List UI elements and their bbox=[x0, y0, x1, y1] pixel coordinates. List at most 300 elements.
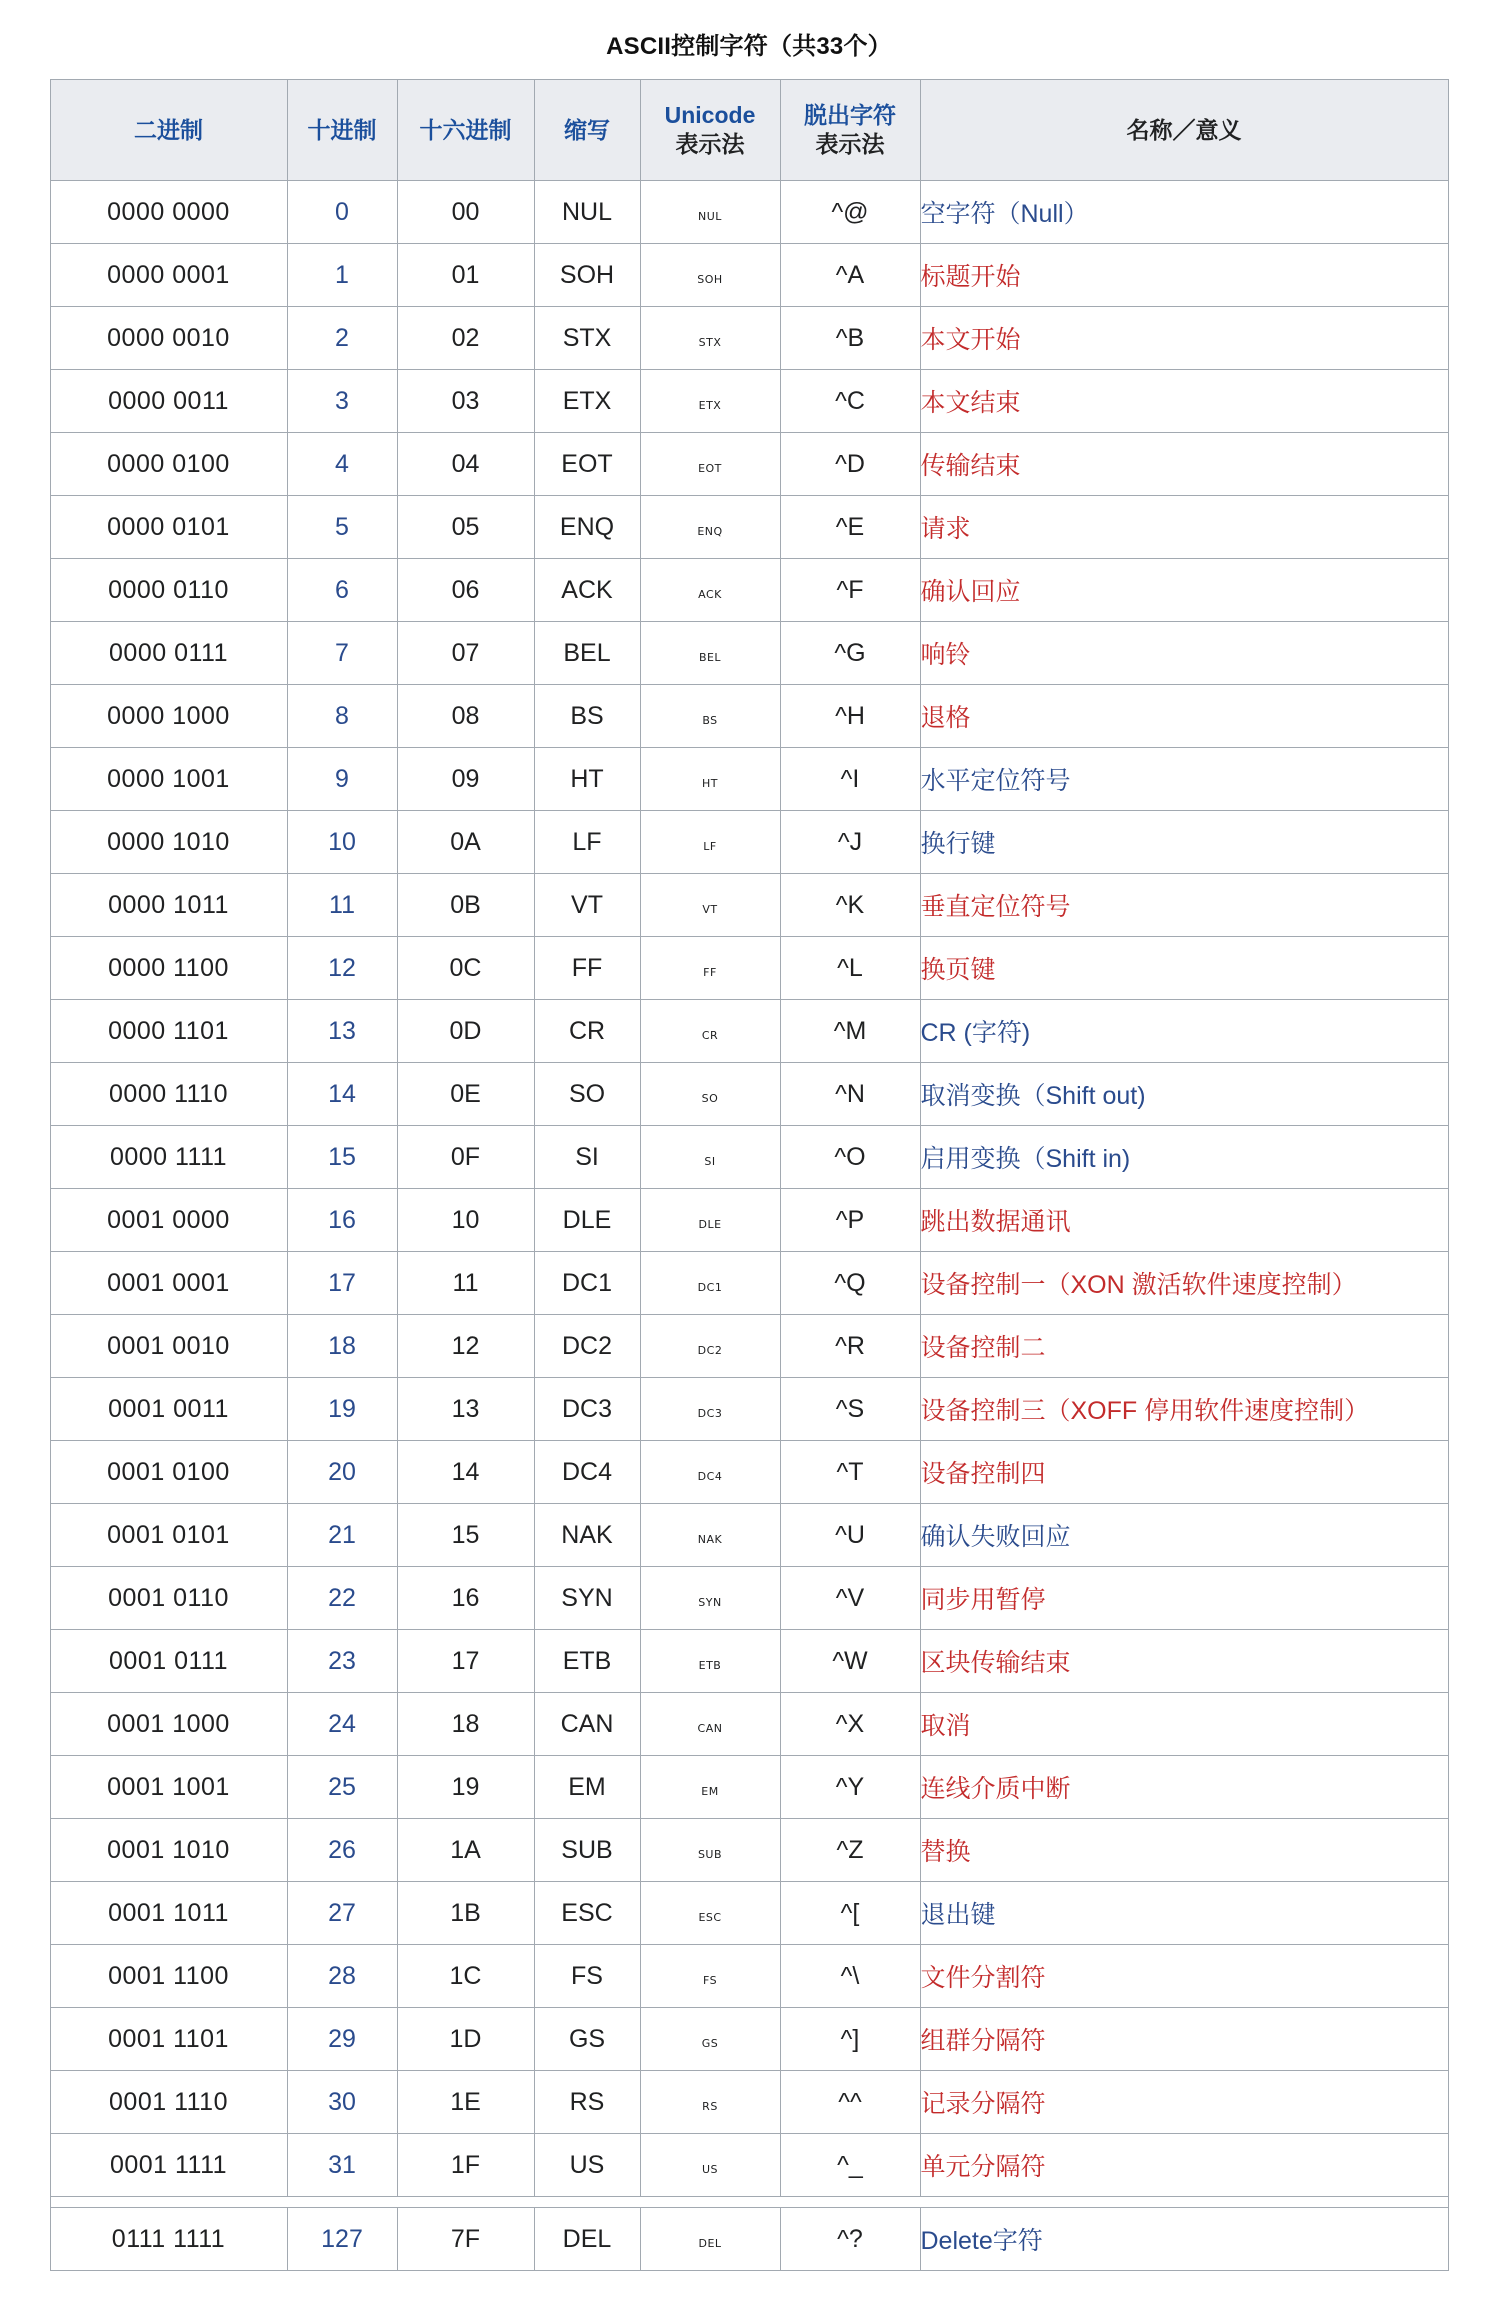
control-picture-glyph: RS bbox=[702, 2099, 718, 2113]
control-picture-glyph: EM bbox=[701, 1784, 719, 1798]
control-picture-glyph: HT bbox=[702, 776, 718, 790]
cell-hex: 15 bbox=[397, 1504, 534, 1567]
control-picture-glyph: NAK bbox=[697, 1532, 723, 1546]
cell-binary: 0001 0100 bbox=[50, 1441, 287, 1504]
cell-hex: 7F bbox=[397, 2208, 534, 2271]
cell-unicode bbox=[640, 307, 780, 370]
cell-hex: 09 bbox=[397, 748, 534, 811]
cell-hex: 0A bbox=[397, 811, 534, 874]
cell-decimal[interactable]: 27 bbox=[287, 1882, 397, 1945]
cell-meaning: 同步用暂停 bbox=[920, 1567, 1448, 1630]
cell-meaning: 记录分隔符 bbox=[920, 2071, 1448, 2134]
cell-escape: ^Q bbox=[780, 1252, 920, 1315]
cell-hex: 07 bbox=[397, 622, 534, 685]
cell-meaning: 确认失败回应 bbox=[920, 1504, 1448, 1567]
cell-escape: ^Y bbox=[780, 1756, 920, 1819]
cell-unicode bbox=[640, 1252, 780, 1315]
table-row bbox=[50, 2008, 1448, 2071]
control-picture-glyph: BEL bbox=[698, 650, 722, 664]
cell-meaning: 设备控制三（XOFF 停用软件速度控制） bbox=[920, 1378, 1448, 1441]
cell-escape: ^N bbox=[780, 1063, 920, 1126]
cell-binary: 0000 1010 bbox=[50, 811, 287, 874]
column-header-escape-line1: 脱出字符 bbox=[804, 102, 896, 129]
table-row bbox=[50, 622, 1448, 685]
cell-unicode bbox=[640, 1882, 780, 1945]
cell-abbr: EM bbox=[534, 1756, 640, 1819]
column-header-unicode bbox=[640, 80, 780, 181]
cell-decimal[interactable]: 127 bbox=[287, 2208, 397, 2271]
cell-hex: 19 bbox=[397, 1756, 534, 1819]
table-row bbox=[50, 1063, 1448, 1126]
cell-binary: 0001 0101 bbox=[50, 1504, 287, 1567]
cell-meaning: 组群分隔符 bbox=[920, 2008, 1448, 2071]
cell-unicode bbox=[640, 559, 780, 622]
cell-abbr: CR bbox=[534, 1000, 640, 1063]
control-picture-glyph: EOT bbox=[698, 461, 722, 475]
cell-binary: 0001 1110 bbox=[50, 2071, 287, 2134]
cell-meaning: 空字符（Null） bbox=[920, 181, 1448, 244]
table-spacer-row bbox=[50, 2197, 1448, 2208]
cell-escape: ^F bbox=[780, 559, 920, 622]
cell-unicode bbox=[640, 1189, 780, 1252]
table-row bbox=[50, 1693, 1448, 1756]
cell-escape: ^M bbox=[780, 1000, 920, 1063]
control-picture-glyph: SUB bbox=[697, 1847, 723, 1861]
cell-escape: ^] bbox=[780, 2008, 920, 2071]
table-row bbox=[50, 1315, 1448, 1378]
cell-escape: ^@ bbox=[780, 181, 920, 244]
cell-binary: 0000 0101 bbox=[50, 496, 287, 559]
table-row bbox=[50, 748, 1448, 811]
table-row bbox=[50, 811, 1448, 874]
cell-decimal[interactable]: 8 bbox=[287, 685, 397, 748]
cell-binary: 0001 0000 bbox=[50, 1189, 287, 1252]
cell-abbr: VT bbox=[534, 874, 640, 937]
cell-meaning: 确认回应 bbox=[920, 559, 1448, 622]
cell-escape: ^C bbox=[780, 370, 920, 433]
cell-abbr: ESC bbox=[534, 1882, 640, 1945]
cell-escape: ^^ bbox=[780, 2071, 920, 2134]
control-picture-glyph: DEL bbox=[698, 2236, 722, 2250]
cell-unicode bbox=[640, 1630, 780, 1693]
control-picture-glyph: ENQ bbox=[697, 524, 723, 538]
cell-unicode bbox=[640, 1441, 780, 1504]
control-picture-glyph: CR bbox=[701, 1028, 719, 1042]
cell-hex: 1A bbox=[397, 1819, 534, 1882]
cell-decimal[interactable]: 11 bbox=[287, 874, 397, 937]
cell-meaning: 设备控制四 bbox=[920, 1441, 1448, 1504]
cell-hex: 1F bbox=[397, 2134, 534, 2197]
table-row bbox=[50, 433, 1448, 496]
cell-abbr: EOT bbox=[534, 433, 640, 496]
cell-binary: 0001 0111 bbox=[50, 1630, 287, 1693]
cell-escape: ^_ bbox=[780, 2134, 920, 2197]
table-row bbox=[50, 1000, 1448, 1063]
cell-binary: 0000 0110 bbox=[50, 559, 287, 622]
cell-meaning: 取消 bbox=[920, 1693, 1448, 1756]
cell-unicode bbox=[640, 748, 780, 811]
cell-binary: 0111 1111 bbox=[50, 2208, 287, 2271]
cell-binary: 0000 0001 bbox=[50, 244, 287, 307]
cell-decimal[interactable]: 1 bbox=[287, 244, 397, 307]
table-header bbox=[50, 80, 1448, 181]
column-header-unicode-line1: Unicode bbox=[664, 102, 756, 129]
cell-unicode bbox=[640, 1567, 780, 1630]
cell-abbr: ENQ bbox=[534, 496, 640, 559]
cell-hex: 10 bbox=[397, 1189, 534, 1252]
table-row bbox=[50, 1882, 1448, 1945]
cell-meaning: 文件分割符 bbox=[920, 1945, 1448, 2008]
control-picture-glyph: DC3 bbox=[697, 1406, 723, 1420]
cell-decimal[interactable]: 12 bbox=[287, 937, 397, 1000]
cell-abbr: DC2 bbox=[534, 1315, 640, 1378]
cell-unicode bbox=[640, 622, 780, 685]
cell-abbr: FF bbox=[534, 937, 640, 1000]
cell-abbr: ACK bbox=[534, 559, 640, 622]
control-picture-glyph: NUL bbox=[698, 209, 722, 223]
cell-escape: ^T bbox=[780, 1441, 920, 1504]
control-picture-glyph: VT bbox=[702, 902, 718, 916]
table-row bbox=[50, 1504, 1448, 1567]
cell-unicode bbox=[640, 370, 780, 433]
cell-abbr: ETX bbox=[534, 370, 640, 433]
cell-binary: 0001 1001 bbox=[50, 1756, 287, 1819]
cell-escape: ^X bbox=[780, 1693, 920, 1756]
cell-unicode bbox=[640, 1315, 780, 1378]
cell-unicode bbox=[640, 811, 780, 874]
cell-hex: 01 bbox=[397, 244, 534, 307]
cell-binary: 0001 0001 bbox=[50, 1252, 287, 1315]
table-row bbox=[50, 559, 1448, 622]
cell-decimal[interactable]: 30 bbox=[287, 2071, 397, 2134]
cell-decimal[interactable]: 17 bbox=[287, 1252, 397, 1315]
control-picture-glyph: CAN bbox=[697, 1721, 723, 1735]
control-picture-glyph: DLE bbox=[698, 1217, 722, 1231]
cell-escape: ^[ bbox=[780, 1882, 920, 1945]
cell-unicode bbox=[640, 2071, 780, 2134]
cell-unicode bbox=[640, 1693, 780, 1756]
cell-abbr: BS bbox=[534, 685, 640, 748]
cell-meaning: Delete字符 bbox=[920, 2208, 1448, 2271]
cell-unicode bbox=[640, 496, 780, 559]
cell-meaning: 标题开始 bbox=[920, 244, 1448, 307]
cell-meaning: 退格 bbox=[920, 685, 1448, 748]
cell-abbr: SYN bbox=[534, 1567, 640, 1630]
cell-hex: 0D bbox=[397, 1000, 534, 1063]
cell-hex: 08 bbox=[397, 685, 534, 748]
cell-decimal[interactable]: 18 bbox=[287, 1315, 397, 1378]
column-header-unicode-line2: 表示法 bbox=[675, 131, 745, 157]
cell-escape: ^I bbox=[780, 748, 920, 811]
cell-unicode bbox=[640, 1063, 780, 1126]
cell-binary: 0000 1101 bbox=[50, 1000, 287, 1063]
cell-meaning: 换页键 bbox=[920, 937, 1448, 1000]
table-row bbox=[50, 1378, 1448, 1441]
control-picture-glyph: ETX bbox=[698, 398, 722, 412]
cell-meaning: 换行键 bbox=[920, 811, 1448, 874]
cell-binary: 0001 1010 bbox=[50, 1819, 287, 1882]
column-header-escape-line2: 表示法 bbox=[815, 131, 885, 157]
cell-escape: ^P bbox=[780, 1189, 920, 1252]
cell-unicode bbox=[640, 685, 780, 748]
cell-decimal[interactable]: 5 bbox=[287, 496, 397, 559]
cell-decimal[interactable]: 23 bbox=[287, 1630, 397, 1693]
cell-meaning: 退出键 bbox=[920, 1882, 1448, 1945]
table-row bbox=[50, 1819, 1448, 1882]
cell-abbr: DLE bbox=[534, 1189, 640, 1252]
cell-escape: ^? bbox=[780, 2208, 920, 2271]
control-picture-glyph: BS bbox=[702, 713, 718, 727]
cell-escape: ^W bbox=[780, 1630, 920, 1693]
cell-unicode bbox=[640, 1000, 780, 1063]
control-picture-glyph: GS bbox=[701, 2036, 719, 2050]
table-row bbox=[50, 1756, 1448, 1819]
cell-hex: 11 bbox=[397, 1252, 534, 1315]
cell-hex: 0B bbox=[397, 874, 534, 937]
cell-hex: 14 bbox=[397, 1441, 534, 1504]
cell-unicode bbox=[640, 244, 780, 307]
table-row bbox=[50, 1567, 1448, 1630]
cell-meaning: 启用变换（Shift in) bbox=[920, 1126, 1448, 1189]
control-picture-glyph: ESC bbox=[698, 1910, 722, 1924]
cell-escape: ^G bbox=[780, 622, 920, 685]
cell-binary: 0000 1110 bbox=[50, 1063, 287, 1126]
column-header-escape bbox=[780, 80, 920, 181]
cell-hex: 17 bbox=[397, 1630, 534, 1693]
control-picture-glyph: SYN bbox=[698, 1595, 722, 1609]
cell-decimal[interactable]: 19 bbox=[287, 1378, 397, 1441]
control-picture-glyph: DC1 bbox=[697, 1280, 723, 1294]
cell-binary: 0001 0010 bbox=[50, 1315, 287, 1378]
control-picture-glyph: ACK bbox=[698, 587, 722, 601]
cell-hex: 1D bbox=[397, 2008, 534, 2071]
cell-binary: 0001 1101 bbox=[50, 2008, 287, 2071]
cell-abbr: SI bbox=[534, 1126, 640, 1189]
cell-meaning: 响铃 bbox=[920, 622, 1448, 685]
cell-unicode bbox=[640, 2208, 780, 2271]
column-header-meaning: 名称／意义 bbox=[920, 80, 1448, 181]
cell-binary: 0001 1100 bbox=[50, 1945, 287, 2008]
cell-binary: 0000 1001 bbox=[50, 748, 287, 811]
cell-abbr: BEL bbox=[534, 622, 640, 685]
control-picture-glyph: LF bbox=[703, 839, 717, 853]
cell-unicode bbox=[640, 1945, 780, 2008]
control-picture-glyph: US bbox=[701, 2162, 719, 2176]
cell-meaning: CR (字符) bbox=[920, 1000, 1448, 1063]
cell-meaning: 传输结束 bbox=[920, 433, 1448, 496]
cell-binary: 0001 1000 bbox=[50, 1693, 287, 1756]
cell-hex: 1C bbox=[397, 1945, 534, 2008]
table-body bbox=[50, 181, 1448, 2271]
control-picture-glyph: SI bbox=[704, 1154, 716, 1168]
cell-decimal[interactable]: 14 bbox=[287, 1063, 397, 1126]
cell-unicode bbox=[640, 2134, 780, 2197]
cell-escape: ^\ bbox=[780, 1945, 920, 2008]
cell-abbr: SUB bbox=[534, 1819, 640, 1882]
cell-abbr: GS bbox=[534, 2008, 640, 2071]
table-row bbox=[50, 1252, 1448, 1315]
ascii-control-characters-table bbox=[50, 79, 1449, 2271]
table-row bbox=[50, 2208, 1448, 2271]
cell-hex: 1B bbox=[397, 1882, 534, 1945]
cell-hex: 12 bbox=[397, 1315, 534, 1378]
cell-binary: 0000 1000 bbox=[50, 685, 287, 748]
cell-abbr: DC1 bbox=[534, 1252, 640, 1315]
cell-hex: 16 bbox=[397, 1567, 534, 1630]
table-row bbox=[50, 307, 1448, 370]
table-row bbox=[50, 244, 1448, 307]
cell-decimal[interactable]: 16 bbox=[287, 1189, 397, 1252]
cell-decimal[interactable]: 13 bbox=[287, 1000, 397, 1063]
cell-abbr: DC3 bbox=[534, 1378, 640, 1441]
header-row bbox=[50, 80, 1448, 181]
cell-meaning: 水平定位符号 bbox=[920, 748, 1448, 811]
cell-meaning: 取消变换（Shift out) bbox=[920, 1063, 1448, 1126]
column-header-binary: 二进制 bbox=[50, 80, 287, 181]
cell-hex: 13 bbox=[397, 1378, 534, 1441]
table-row bbox=[50, 1126, 1448, 1189]
cell-escape: ^S bbox=[780, 1378, 920, 1441]
cell-decimal[interactable]: 26 bbox=[287, 1819, 397, 1882]
cell-decimal[interactable]: 20 bbox=[287, 1441, 397, 1504]
cell-decimal[interactable]: 24 bbox=[287, 1693, 397, 1756]
cell-escape: ^L bbox=[780, 937, 920, 1000]
table-row bbox=[50, 2071, 1448, 2134]
cell-escape: ^J bbox=[780, 811, 920, 874]
control-picture-glyph: FS bbox=[702, 1973, 718, 1987]
cell-binary: 0000 0011 bbox=[50, 370, 287, 433]
cell-meaning: 请求 bbox=[920, 496, 1448, 559]
control-picture-glyph: FF bbox=[703, 965, 717, 979]
cell-decimal[interactable]: 15 bbox=[287, 1126, 397, 1189]
cell-decimal[interactable]: 3 bbox=[287, 370, 397, 433]
cell-unicode bbox=[640, 1378, 780, 1441]
cell-escape: ^Z bbox=[780, 1819, 920, 1882]
cell-decimal[interactable]: 22 bbox=[287, 1567, 397, 1630]
cell-meaning: 本文开始 bbox=[920, 307, 1448, 370]
cell-meaning: 设备控制二 bbox=[920, 1315, 1448, 1378]
cell-escape: ^A bbox=[780, 244, 920, 307]
cell-abbr: HT bbox=[534, 748, 640, 811]
cell-abbr: STX bbox=[534, 307, 640, 370]
cell-meaning: 连线介质中断 bbox=[920, 1756, 1448, 1819]
cell-hex: 1E bbox=[397, 2071, 534, 2134]
cell-hex: 02 bbox=[397, 307, 534, 370]
cell-unicode bbox=[640, 937, 780, 1000]
cell-unicode bbox=[640, 433, 780, 496]
cell-meaning: 单元分隔符 bbox=[920, 2134, 1448, 2197]
cell-binary: 0000 0100 bbox=[50, 433, 287, 496]
cell-hex: 0E bbox=[397, 1063, 534, 1126]
cell-meaning: 区块传输结束 bbox=[920, 1630, 1448, 1693]
cell-escape: ^K bbox=[780, 874, 920, 937]
control-picture-glyph: STX bbox=[698, 335, 722, 349]
cell-escape: ^B bbox=[780, 307, 920, 370]
table-row bbox=[50, 181, 1448, 244]
table-row bbox=[50, 1945, 1448, 2008]
cell-decimal[interactable]: 28 bbox=[287, 1945, 397, 2008]
cell-binary: 0001 0110 bbox=[50, 1567, 287, 1630]
cell-binary: 0000 0010 bbox=[50, 307, 287, 370]
control-picture-glyph: DC4 bbox=[697, 1469, 723, 1483]
cell-decimal[interactable]: 0 bbox=[287, 181, 397, 244]
cell-abbr: DC4 bbox=[534, 1441, 640, 1504]
cell-escape: ^O bbox=[780, 1126, 920, 1189]
cell-hex: 18 bbox=[397, 1693, 534, 1756]
cell-escape: ^D bbox=[780, 433, 920, 496]
table-row bbox=[50, 1630, 1448, 1693]
cell-binary: 0000 0000 bbox=[50, 181, 287, 244]
cell-abbr: NUL bbox=[534, 181, 640, 244]
cell-abbr: NAK bbox=[534, 1504, 640, 1567]
cell-escape: ^R bbox=[780, 1315, 920, 1378]
cell-binary: 0001 1011 bbox=[50, 1882, 287, 1945]
table-row bbox=[50, 1441, 1448, 1504]
cell-binary: 0000 0111 bbox=[50, 622, 287, 685]
cell-meaning: 替换 bbox=[920, 1819, 1448, 1882]
cell-decimal[interactable]: 6 bbox=[287, 559, 397, 622]
column-header-decimal: 十进制 bbox=[287, 80, 397, 181]
cell-meaning: 本文结束 bbox=[920, 370, 1448, 433]
cell-decimal[interactable]: 4 bbox=[287, 433, 397, 496]
cell-escape: ^H bbox=[780, 685, 920, 748]
cell-hex: 03 bbox=[397, 370, 534, 433]
table-row bbox=[50, 496, 1448, 559]
control-picture-glyph: ETB bbox=[698, 1658, 722, 1672]
cell-binary: 0000 1011 bbox=[50, 874, 287, 937]
cell-decimal[interactable]: 31 bbox=[287, 2134, 397, 2197]
cell-unicode bbox=[640, 1126, 780, 1189]
cell-hex: 06 bbox=[397, 559, 534, 622]
cell-hex: 0C bbox=[397, 937, 534, 1000]
cell-decimal[interactable]: 2 bbox=[287, 307, 397, 370]
cell-unicode bbox=[640, 181, 780, 244]
table-row bbox=[50, 2134, 1448, 2197]
cell-abbr: DEL bbox=[534, 2208, 640, 2271]
cell-binary: 0000 1100 bbox=[50, 937, 287, 1000]
page-title: ASCII控制字符（共33个） bbox=[606, 33, 892, 60]
cell-abbr: US bbox=[534, 2134, 640, 2197]
cell-decimal[interactable]: 25 bbox=[287, 1756, 397, 1819]
cell-meaning: 设备控制一（XON 激活软件速度控制） bbox=[920, 1252, 1448, 1315]
cell-decimal[interactable]: 9 bbox=[287, 748, 397, 811]
cell-abbr: LF bbox=[534, 811, 640, 874]
cell-binary: 0001 0011 bbox=[50, 1378, 287, 1441]
control-picture-glyph: DC2 bbox=[697, 1343, 723, 1357]
cell-abbr: SO bbox=[534, 1063, 640, 1126]
cell-escape: ^U bbox=[780, 1504, 920, 1567]
column-header-abbr: 缩写 bbox=[534, 80, 640, 181]
table-row bbox=[50, 1189, 1448, 1252]
cell-unicode bbox=[640, 1819, 780, 1882]
control-picture-glyph: SO bbox=[701, 1091, 719, 1105]
cell-meaning: 垂直定位符号 bbox=[920, 874, 1448, 937]
cell-unicode bbox=[640, 874, 780, 937]
cell-decimal[interactable]: 7 bbox=[287, 622, 397, 685]
cell-decimal[interactable]: 29 bbox=[287, 2008, 397, 2071]
table-row bbox=[50, 874, 1448, 937]
cell-hex: 04 bbox=[397, 433, 534, 496]
table-row bbox=[50, 937, 1448, 1000]
cell-decimal[interactable]: 21 bbox=[287, 1504, 397, 1567]
cell-abbr: FS bbox=[534, 1945, 640, 2008]
cell-unicode bbox=[640, 2008, 780, 2071]
cell-abbr: CAN bbox=[534, 1693, 640, 1756]
control-picture-glyph: SOH bbox=[697, 272, 723, 286]
cell-decimal[interactable]: 10 bbox=[287, 811, 397, 874]
cell-hex: 0F bbox=[397, 1126, 534, 1189]
cell-abbr: SOH bbox=[534, 244, 640, 307]
